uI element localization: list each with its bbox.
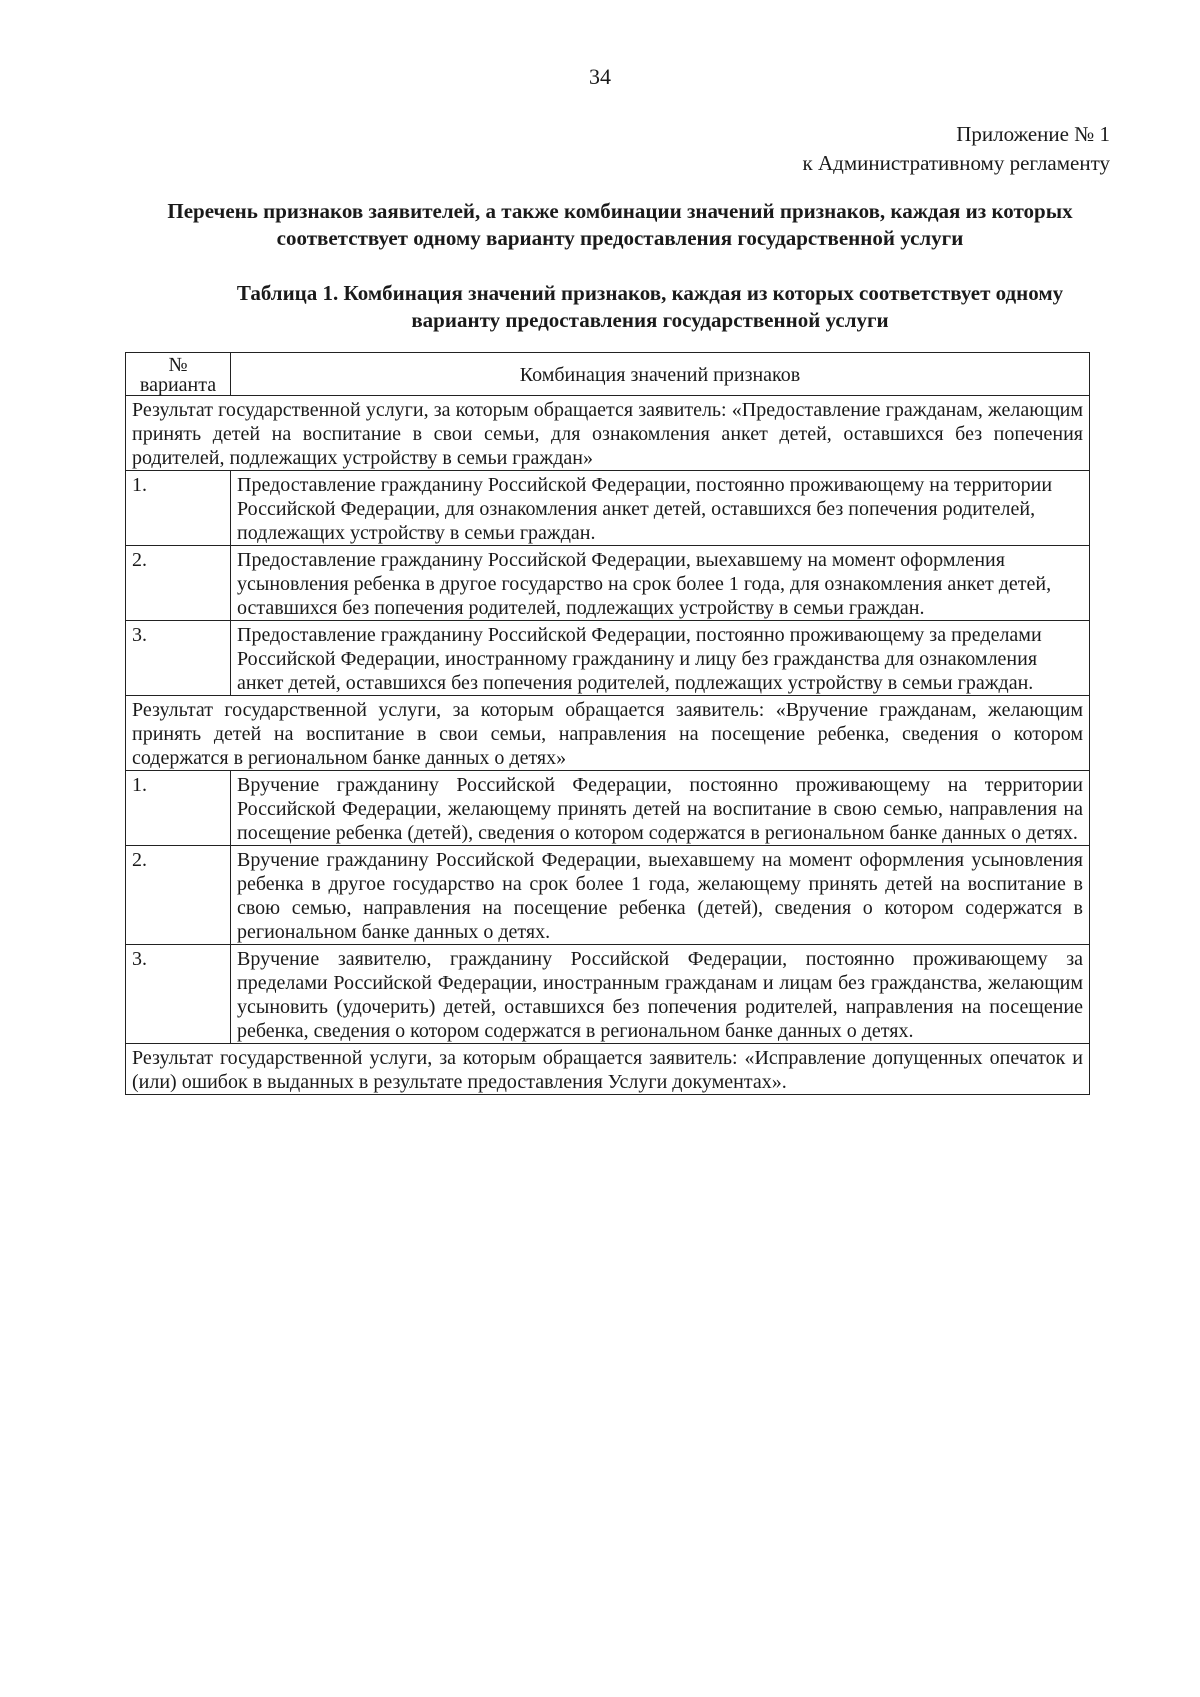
variant-text: Предоставление гражданину Российской Федерации, выехавшему на момент оформления усыновления ребенка в другое государство на срок более 1 года, для ознакомления анкет детей, оставшихся без попечения родителей, подлежащих устройству в семьи граждан. (231, 546, 1090, 621)
result-row-1 (126, 396, 1090, 471)
variant-number: 3. (126, 945, 231, 1044)
appendix-note (803, 120, 1110, 178)
variant-text: Предоставление гражданину Российской Федерации, постоянно проживающему за пределами Российской Федерации, иностранному гражданину и лицу без гражданства для ознакомления анкет детей, оставшихся без попечения родителей, подлежащих устройству в семьи граждан. (231, 621, 1090, 696)
variant-number: 3. (126, 621, 231, 696)
header-combination: Комбинация значений признаков (231, 353, 1090, 396)
combinations-table (125, 352, 1090, 1095)
table-row (126, 546, 1090, 621)
table-row (126, 945, 1090, 1044)
table-row (126, 471, 1090, 546)
variant-text: Предоставление гражданину Российской Федерации, постоянно проживающему на территории Российской Федерации, для ознакомления анкет детей, оставшихся без попечения родителей, подлежащих устройству в семьи граждан. (231, 471, 1090, 546)
result-text: Результат государственной услуги, за которым обращается заявитель: «Вручение гражданам, желающим принять детей на воспитание в свои семьи, направления на посещение ребенка, сведения о котором содержатся в региональном банке данных о детях» (126, 696, 1090, 771)
table-caption: Таблица 1. Комбинация значений признаков, каждая из которых соответствует одному варианту предоставления государственной услуги (236, 281, 1064, 332)
result-row-2 (126, 696, 1090, 771)
document-title: Перечень признаков заявителей, а также комбинации значений признаков, каждая из которых соответствует одному варианту предоставления государственной услуги (167, 199, 1073, 250)
variant-number: 1. (126, 471, 231, 546)
variant-number: 2. (126, 846, 231, 945)
variant-number: 1. (126, 771, 231, 846)
table-row (126, 846, 1090, 945)
page-number: 34 (589, 64, 611, 89)
table-header-row (126, 353, 1090, 396)
variant-text: Вручение гражданину Российской Федерации, постоянно проживающему на территории Российской Федерации, желающему принять детей на воспитание в свою семью, направления на посещение ребенка (детей), сведения о котором содержатся в региональном банке данных о детях. (231, 771, 1090, 846)
appendix-line-1: Приложение № 1 (956, 122, 1110, 146)
table-row (126, 771, 1090, 846)
result-row-3 (126, 1044, 1090, 1095)
variant-number: 2. (126, 546, 231, 621)
result-text: Результат государственной услуги, за которым обращается заявитель: «Исправление допущенных опечаток и (или) ошибок в выданных в результате предоставления Услуги документах». (126, 1044, 1090, 1095)
variant-text: Вручение гражданину Российской Федерации, выехавшему на момент оформления усыновления ребенка в другое государство на срок более 1 года, желающему принять детей на воспитание в свою семью, направления на посещение ребенка (детей), сведения о котором содержатся в региональном банке данных о детях. (231, 846, 1090, 945)
result-text: Результат государственной услуги, за которым обращается заявитель: «Предоставление гражданам, желающим принять детей на воспитание в свои семьи, для ознакомления анкет детей, оставшихся без попечения родителей, подлежащих устройству в семьи граждан» (126, 396, 1090, 471)
appendix-line-2: к Административному регламенту (802, 151, 1110, 175)
variant-text: Вручение заявителю, гражданину Российской Федерации, постоянно проживающему за пределами Российской Федерации, иностранным гражданам и лицам без гражданства, желающим усыновить (удочерить) детей, оставшихся без попечения родителей, направления на посещение ребенка, сведения о котором содержатся в региональном банке данных о детях. (231, 945, 1090, 1044)
header-variant-number: № варианта (126, 353, 231, 396)
table-row (126, 621, 1090, 696)
